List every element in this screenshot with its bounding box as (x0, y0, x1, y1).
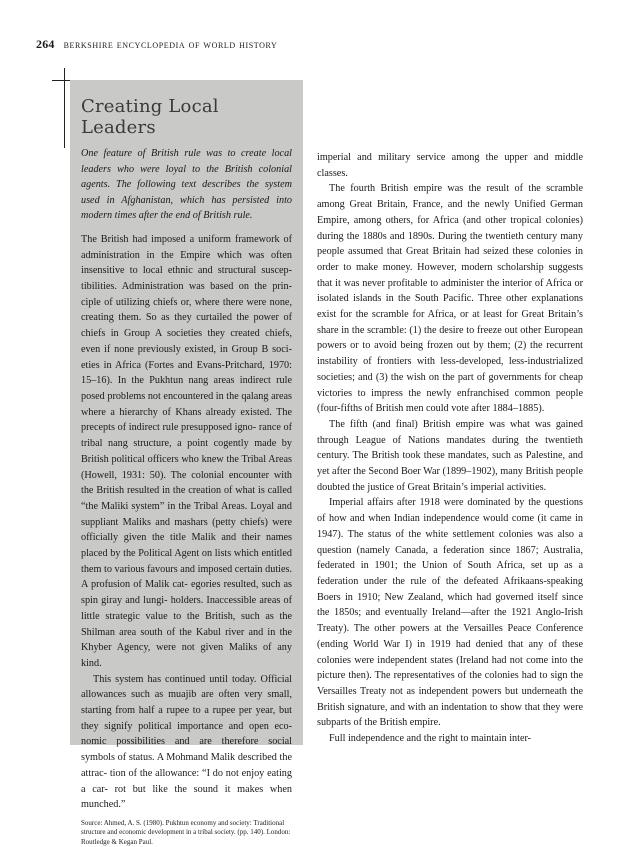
main-paragraph: The fourth British empire was the result of the scramble among Great Britain, France, and the newly Unified German Empire, among others, for Africa (and other tropical colonies) during the 1880s and 1890s. During the twentieth century many people assumed that Great Britain had seized these colonies in order to make money. However, modern scholarship suggests that it was never profitable to administer the interior of Africa or isolated islands in the South Pacific. Three other explanations exist for the scramble for Africa, or at least for Great Britain’s share in the scramble: (1) the desire to freeze out other European powers or to avoid being frozen out by them; (2) the recurrent instability of frontiers with less-developed, less-industrialized societies; and (3) the wish on the part of governments for cheap victories to impress the newly enfranchised common people (four-fifths of British men could vote after 1884–1885). (317, 183, 583, 415)
sidebar-line: This system has continued until today. Official (93, 673, 292, 685)
sidebar-line: lists which entitled them to various favours and (81, 548, 293, 575)
sidebar-line: Areas. Loyal and suppliant Maliks and mashars (81, 500, 292, 528)
sidebar-line: to the British, such as the Shilman area south of (81, 610, 293, 638)
sidebar-intro: One feature of British rule was to create local leaders who were loyal to the British colonial agents. The following text describes the system used in Afghanistan, which has persisted into modern times after the end of British rule. (81, 148, 292, 222)
corner-rule-horizontal (52, 80, 70, 81)
sidebar-paragraph-2 (81, 672, 292, 813)
page-number: 264 (36, 37, 55, 51)
main-paragraph: imperial and military service among the upper and middle classes. (317, 152, 583, 179)
sidebar-line: even if none previously existed, in Group B soci- (81, 343, 292, 355)
sidebar-line: areas where a hierarchy of Khans already existed. (81, 391, 292, 418)
sidebar-line: (petty chiefs) were officially given the title Malik (81, 516, 292, 544)
sidebar-title: Creating Local Leaders (81, 96, 219, 138)
sidebar-line: eties in Africa (Fortes and Evans-Pritchard, 1970: (81, 359, 292, 371)
sidebar-paragraph-1 (81, 232, 292, 672)
main-column (317, 150, 583, 750)
sidebar-line: posed problems not encountered in the qalang (81, 391, 269, 402)
main-paragraph: Imperial affairs after 1918 were dominated by the questions of how and when Indian independence would come (it came in 1947). The status of the white settlement colonies was also a question (namely Canada, a federation since 1867; Australia, federated in 1901; the Union of South Africa, set up as a federation under the rule of the defeated Afrikaans-speaking Boers in 1910; New Zealand, which had governed itself since the 1850s; and eventually Ireland—after the 1921 Anglo-Irish Treaty). The other powers at the Versailles Peace Conference (ending World War I) in 1919 had denied that any of these colonies were independent states (Ireland had not come into the picture then). The representatives of the colonies had to sign the Versailles Treaty not as independent powers but underneath the British signature, and with an indentation to show that they were subparts of the British empire. (317, 497, 583, 729)
sidebar-line: rance of tribal nang structure, a point cogently (81, 422, 293, 450)
main-paragraph: The fifth (and final) British empire was what was gained through League of Nations mandates during the twentieth century. The British took these mandates, such as Palestine, and yet after the Second Boer War (1899–1902), many British people doubted the justice of Great Britain’s imperial activities. (317, 418, 583, 493)
main-paragraph: Full independence and the right to maintain inter- (329, 733, 532, 745)
sidebar-line: made by British political officers who knew the (81, 438, 292, 465)
sidebar-line: chiefs in Group A societies they created chiefs, (81, 328, 292, 340)
sidebar-line: they signify political importance and open eco- (81, 720, 292, 732)
sidebar-line: encounter with the British resulted in the creation (81, 469, 293, 497)
sidebar-line: of what is called “the Maliki system” in the Tribal (81, 485, 293, 512)
sidebar-line: and their names placed by the Political Agent on (81, 532, 293, 560)
sidebar-line: The precepts of indirect rule presupposed igno- (81, 406, 292, 434)
sidebar-line: rot but like the sound it makes when munched.” (81, 783, 292, 811)
sidebar-line: of status. A Mohmand Malik described the attrac- (81, 752, 293, 779)
sidebar-line: starting from half a rupee to a rupee per year, but (81, 705, 292, 717)
sidebar-line: insensitive to local ethnic and structural suscep- (81, 265, 292, 277)
sidebar-line: allowances such as muajib are often very small, (81, 689, 292, 701)
sidebar-line: creating them. So as they curtailed the power of (81, 312, 292, 324)
sidebar-line: holders. Inaccessible areas of little strategic value (81, 595, 292, 622)
running-header (36, 37, 277, 52)
sidebar-line: imposed certain duties. A profusion of Malik cat- (81, 563, 293, 591)
sidebar-line: tibilities. Administration was based on the prin- (81, 281, 292, 293)
sidebar-line: ciple of utilizing chiefs or, where there were none, (81, 296, 292, 308)
running-title: berkshire encyclopedia of world history (63, 39, 278, 51)
sidebar-line: administration in the Empire which was often (81, 249, 292, 261)
sidebar-line: tion of the allowance: “I do not enjoy eating a car- (81, 767, 292, 795)
sidebar-box (70, 80, 303, 846)
sidebar-source-citation: Source: Ahmed, A. S. (1980). Pukhtun economy and society: Traditional structure and economic development in a tribal society. (pp. 140). London: Routledge & Kegan Paul. (81, 818, 291, 846)
sidebar-line: nomic possibilities and are therefore social symbols (81, 736, 292, 764)
sidebar-line: egories resulted, such as spin giray and lungi- (81, 579, 293, 607)
sidebar-line: The British had imposed a uniform framework of (81, 233, 292, 245)
sidebar-line: 15–16). In the Pukhtun nang areas indirect rule (81, 375, 292, 387)
sidebar-line: the Kabul river and in the Khyber Agency, were (81, 626, 293, 654)
sidebar-line: Tribal Areas (Howell, 1931: 50). The colonial (81, 453, 292, 481)
sidebar-line: not given Maliks of any kind. (81, 642, 292, 669)
